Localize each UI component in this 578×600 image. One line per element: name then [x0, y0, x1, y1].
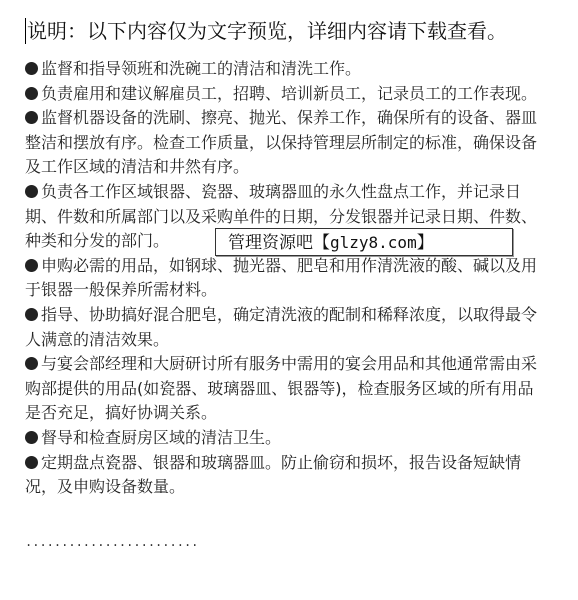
list-item — [25, 254, 545, 303]
document-body — [25, 57, 545, 500]
bullet-icon — [25, 87, 38, 100]
list-item — [25, 303, 545, 352]
bullet-icon — [25, 456, 38, 469]
list-item — [25, 451, 545, 500]
watermark-site: glzy8.com — [330, 233, 417, 252]
bullet-icon — [25, 431, 38, 444]
list-item-text: 定期盘点瓷器、银器和玻璃器皿。防止偷窃和损坏，报告设备短缺情况，及申购设备数量。 — [25, 452, 522, 497]
list-item — [25, 106, 545, 180]
list-item — [25, 426, 545, 451]
text-cursor — [25, 18, 26, 44]
bullet-icon — [25, 185, 38, 198]
list-item-text: 负责雇用和建议解雇员工，招聘、培训新员工，记录员工的工作表现。 — [41, 83, 538, 103]
bullet-icon — [25, 62, 38, 75]
list-item-text: 监督机器设备的洗刷、擦亮、抛光、保养工作，确保所有的设备、器皿整洁和摆放有序。检查工作质量，以保持管理层所制定的标准，确保设备及工作区域的清洁和井然有序。 — [25, 108, 538, 177]
list-item-text: 负责各工作区域银器、瓷器、玻璃器皿的永久性盘点工作，并记录日期、件数和所属部门以及采购单件的日期，分发银器并记录日期、件数、种类和分发的部门。 — [25, 181, 538, 251]
preview-notice: 说明：以下内容仅为文字预览，详细内容请下载查看。 — [27, 19, 507, 43]
list-item-text: 指导、协助搞好混合肥皂，确定清洗液的配制和稀释浓度，以取得最令人满意的清洁效果。 — [25, 304, 538, 349]
trailing-dots: ........................ — [25, 535, 199, 549]
list-item-text: 申购必需的用品，如钢球、抛光器、肥皂和用作清洗液的酸、碱以及用于银器一般保养所需材料。 — [25, 255, 538, 300]
list-item — [25, 82, 545, 107]
list-item-text: 督导和检查厨房区域的清洁卫生。 — [41, 427, 282, 447]
bullet-icon — [25, 259, 38, 272]
bullet-icon — [25, 308, 38, 321]
list-item — [25, 57, 545, 82]
bullet-icon — [25, 111, 38, 124]
bullet-icon — [25, 357, 38, 370]
list-item-text: 监督和指导领班和洗碗工的清洁和清洗工作。 — [41, 59, 362, 78]
list-item — [25, 352, 545, 426]
watermark-prefix: 管理资源吧【 — [228, 233, 330, 253]
watermark-suffix: 】 — [416, 233, 434, 253]
watermark-banner — [215, 228, 513, 256]
list-item-text: 与宴会部经理和大厨研讨所有服务中需用的宴会用品和其他通常需由采购部提供的用品(如瓷器、玻璃器皿、银器等)，检查服务区域的所有用品是否充足，搞好协调关系。 — [25, 354, 538, 423]
